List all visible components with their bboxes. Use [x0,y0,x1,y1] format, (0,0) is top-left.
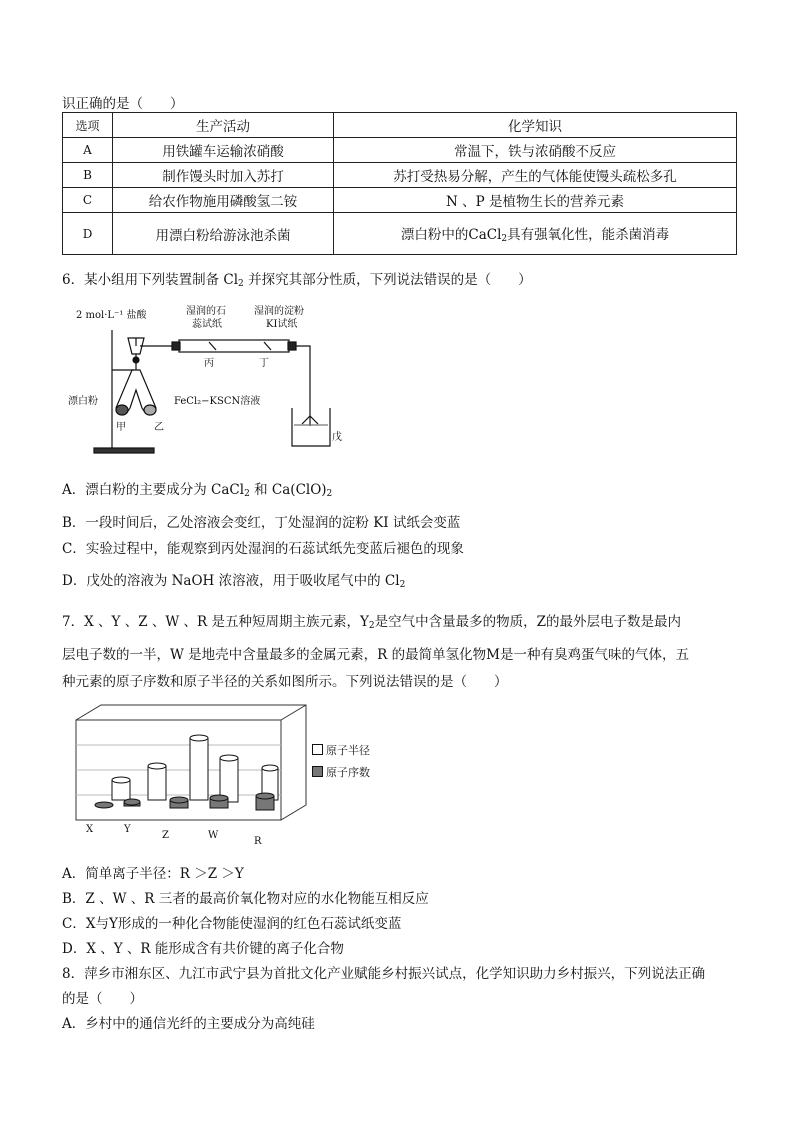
subscript: 2 [244,489,250,499]
number-bar-w [210,795,228,808]
question-7-line-1 [62,610,681,631]
label-ding: 丁 [259,358,269,369]
cell-activity: 给农作物施用磷酸氢二铵 [113,188,334,213]
category-w: W [208,830,219,841]
answer-table [62,112,737,255]
cell-option: A [63,138,113,163]
beaker [292,408,330,446]
label-bing: 丙 [204,358,214,369]
glass-tube [179,340,289,352]
cell-knowledge [334,213,737,255]
q6-option-a [62,478,332,499]
chart-legend [312,742,370,780]
cell-activity: 用漂白粉给游泳池杀菌 [113,213,334,255]
question-8-line-2: 的是（ ） [62,991,143,1007]
knowledge-text: 漂白粉中的 [400,227,469,243]
header-activity: 生产活动 [113,113,334,138]
formula: CaCl [468,227,502,243]
table-row [63,188,737,213]
header-knowledge: 化学知识 [334,113,737,138]
category-r: R [254,836,262,847]
formula: CaCl [211,482,245,498]
label-jia: 甲 [116,422,126,433]
apparatus-diagram [64,300,364,460]
connector [288,342,296,350]
formula: Cl [223,272,239,288]
q7-option-d: D．X 、Y 、R 能形成含有共价键的离子化合物 [62,941,344,957]
label-wu: 戊 [332,432,342,443]
q6-option-d [62,569,405,590]
cell-option: D [63,213,113,255]
subscript: 2 [501,234,508,244]
formula: Ca [271,482,291,498]
cell-knowledge: 苏打受热易分解，产生的气体能使馒头疏松多孔 [334,163,737,188]
header-option: 选项 [63,113,113,138]
formula: Cl [384,573,400,589]
formula: (ClO) [290,482,327,498]
radius-bar-w [190,735,208,800]
radius-bar-z [148,763,166,800]
radius-bar-y [112,777,130,800]
knowledge-text: 具有强氧化性，能杀菌消毒 [507,227,670,243]
table-row [63,138,737,163]
label-litmus-1: 湿润的石 [186,306,226,317]
q7-option-a: A．简单离子半径：R ＞Z ＞Y [62,866,244,882]
legend-label: 原子半径 [326,744,370,757]
label-yi: 乙 [154,422,164,433]
number-bar-z [170,797,188,808]
cell-knowledge: N 、P 是植物生长的营养元素 [334,188,737,213]
formula: Y [360,614,369,630]
fecl2-solution [144,405,156,415]
question-5-stem-tail: 识正确的是（ ） [62,96,184,112]
category-z: Z [162,830,169,841]
table-header-row [63,113,737,138]
question-8-line-1: 8．萍乡市湘东区、九江市武宁县为首批文化产业赋能乡村振兴试点，化学知识助力乡村振兴，下列说法正确 [62,966,706,982]
legend-swatch-gray [312,766,323,777]
connector [172,342,180,350]
table-row [63,213,737,255]
ki-paper [264,342,271,350]
label-ki-1: 湿润的淀粉 [254,306,304,317]
legend-item-radius [312,742,370,758]
chart-edge [281,705,306,720]
stem-text: 6．某小组用下列装置制备 [62,272,224,288]
cell-option: C [63,188,113,213]
stem-text: 是空气中含量最多的物质，Z的最外层电子数是最内 [374,614,682,630]
label-bleach: 漂白粉 [68,396,98,407]
legend-swatch-white [312,744,323,755]
label-litmus-2: 蕊试纸 [192,319,222,330]
radius-number-chart [66,700,316,850]
option-text: D．戊处的溶液为 NaOH 浓溶液，用于吸收尾气中的 [62,573,385,589]
cell-option: B [63,163,113,188]
label-ki-2: KI试纸 [266,319,298,330]
question-7-line-3: 种元素的原子序数和原子半径的关系如图所示。下列说法错误的是（ ） [62,674,508,690]
number-bar-y [124,799,140,806]
question-6-stem [62,268,532,289]
option-text: A．漂白粉的主要成分为 [62,482,212,498]
category-y: Y [124,824,131,835]
exit-tube [296,346,310,426]
subscript: 2 [326,489,333,499]
subscript: 2 [368,621,375,631]
cell-knowledge: 常温下，铁与浓硝酸不反应 [334,138,737,163]
cell-activity: 用铁罐车运输浓硝酸 [113,138,334,163]
label-hcl: 2 mol·L⁻¹ 盐酸 [76,310,147,321]
q6-option-c: C．实验过程中，能观察到丙处湿润的石蕊试纸先变蓝后褪色的现象 [62,541,464,557]
question-7-line-2: 层电子数的一半，W 是地壳中含量最多的金属元素，R 的最简单氢化物M是一种有臭鸡蛋气味的气体，五 [62,647,689,663]
bleach-powder [116,405,128,415]
number-bar-x [95,802,113,808]
legend-label: 原子序数 [326,766,370,779]
option-text: 和 [249,482,272,498]
q7-option-b: B．Z 、W 、R 三者的最高价氧化物对应的水化物能互相反应 [62,891,429,907]
q8-option-a: A．乡村中的通信光纤的主要成分为高纯硅 [62,1016,315,1032]
stand-base [94,448,154,453]
stopcock [133,357,139,363]
litmus-paper [209,342,216,350]
number-bar-r [256,793,274,810]
category-x: X [86,824,94,835]
subscript: 2 [238,279,244,289]
q6-option-b: B．一段时间后，乙处溶液会变红，丁处湿润的淀粉 KI 试纸会变蓝 [62,515,461,531]
subscript: 2 [399,580,406,590]
legend-item-number [312,764,370,780]
table-row [63,163,737,188]
cell-activity: 制作馒头时加入苏打 [113,163,334,188]
stem-text: 7．X 、Y 、Z 、W 、R 是五种短周期主族元素， [62,614,360,630]
stem-text: 并探究其部分性质，下列说法错误的是（ ） [243,272,532,288]
q7-option-c: C．X与Y形成的一种化合物能使湿润的红色石蕊试纸变蓝 [62,916,402,932]
label-fecl: FeCl₂−KSCN溶液 [174,396,261,407]
